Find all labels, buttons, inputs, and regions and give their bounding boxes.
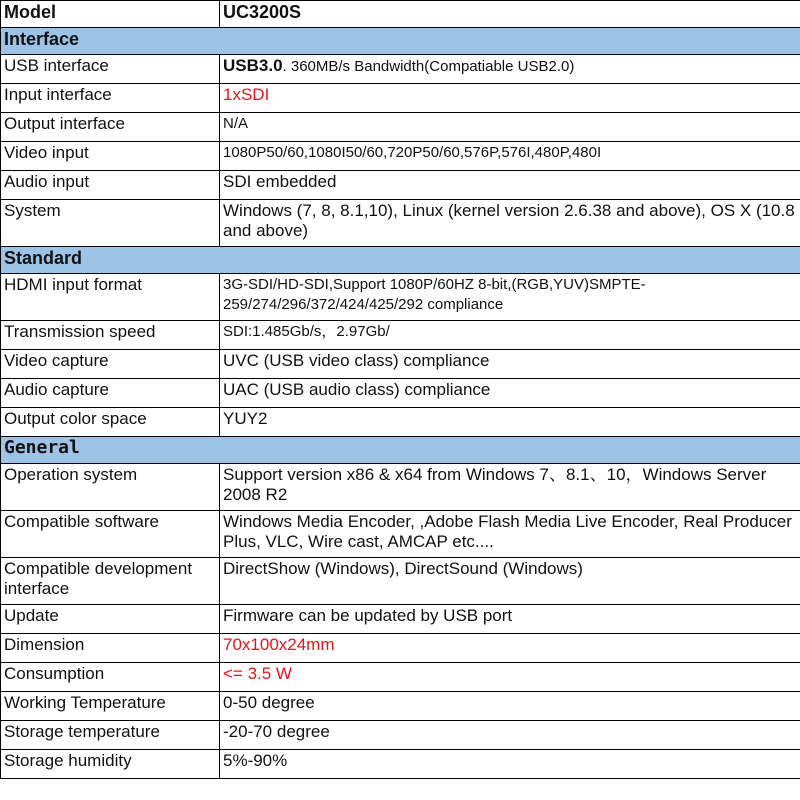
spec-value: N/A: [220, 113, 800, 142]
section-title: Standard: [1, 247, 800, 274]
table-row: [1, 379, 800, 408]
spec-value: Firmware can be updated by USB port: [220, 605, 800, 634]
table-row: [1, 113, 800, 142]
table-row: [1, 558, 800, 605]
model-value: UC3200S: [220, 1, 800, 28]
spec-label: Output color space: [1, 408, 220, 437]
table-row: [1, 663, 800, 692]
spec-label: Output interface: [1, 113, 220, 142]
section-standard: [1, 247, 800, 274]
spec-label: Storage temperature: [1, 721, 220, 750]
spec-label: Audio capture: [1, 379, 220, 408]
table-row: [1, 142, 800, 171]
spec-value: YUY2: [220, 408, 800, 437]
table-row: [1, 55, 800, 84]
spec-value: UVC (USB video class) compliance: [220, 350, 800, 379]
spec-value: 1xSDI: [220, 84, 800, 113]
table-row: [1, 274, 800, 321]
spec-label: Video capture: [1, 350, 220, 379]
table-row: [1, 634, 800, 663]
spec-label: Input interface: [1, 84, 220, 113]
spec-value: [220, 55, 800, 84]
section-title: General: [1, 437, 800, 464]
table-row: [1, 605, 800, 634]
table-row: [1, 321, 800, 350]
spec-value: 3G-SDI/HD-SDI,Support 1080P/60HZ 8-bit,(RGB,YUV)SMPTE-259/274/296/372/424/425/292 compliance: [220, 274, 800, 321]
model-row: [1, 1, 800, 28]
model-label: Model: [1, 1, 220, 28]
spec-label: Update: [1, 605, 220, 634]
spec-value: Windows Media Encoder, ,Adobe Flash Media Live Encoder, Real Producer Plus, VLC, Wire cast, AMCAP etc....: [220, 511, 800, 558]
spec-label: Consumption: [1, 663, 220, 692]
spec-value: 70x100x24mm: [220, 634, 800, 663]
table-row: [1, 350, 800, 379]
spec-value: <= 3.5 W: [220, 663, 800, 692]
spec-label: Video input: [1, 142, 220, 171]
table-row: [1, 84, 800, 113]
spec-value: -20-70 degree: [220, 721, 800, 750]
spec-value: UAC (USB audio class) compliance: [220, 379, 800, 408]
spec-label: Dimension: [1, 634, 220, 663]
table-row: [1, 511, 800, 558]
spec-value: Support version x86 & x64 from Windows 7、8.1、10，Windows Server 2008 R2: [220, 464, 800, 511]
spec-label: Working Temperature: [1, 692, 220, 721]
section-title: Interface: [1, 28, 800, 55]
table-row: [1, 721, 800, 750]
spec-label: System: [1, 200, 220, 247]
section-interface: [1, 28, 800, 55]
spec-value: Windows (7, 8, 8.1,10), Linux (kernel version 2.6.38 and above), OS X (10.8 and above): [220, 200, 800, 247]
spec-label: USB interface: [1, 55, 220, 84]
table-row: [1, 171, 800, 200]
table-row: [1, 408, 800, 437]
spec-label: HDMI input format: [1, 274, 220, 321]
spec-label: Compatible software: [1, 511, 220, 558]
section-general: [1, 437, 800, 464]
spec-value-bold: USB3.0: [223, 56, 283, 75]
spec-value: SDI embedded: [220, 171, 800, 200]
table-row: [1, 200, 800, 247]
spec-value: 5%-90%: [220, 750, 800, 779]
spec-label: Operation system: [1, 464, 220, 511]
spec-label: Storage humidity: [1, 750, 220, 779]
spec-label: Audio input: [1, 171, 220, 200]
spec-label: Transmission speed: [1, 321, 220, 350]
table-row: [1, 464, 800, 511]
table-row: [1, 692, 800, 721]
spec-value: 0-50 degree: [220, 692, 800, 721]
spec-value-rest: . 360MB/s Bandwidth(Compatiable USB2.0): [282, 58, 575, 75]
spec-label: Compatible development interface: [1, 558, 220, 605]
table-row: [1, 750, 800, 779]
spec-value: SDI:1.485Gb/s，2.97Gb/: [220, 321, 800, 350]
spec-value: DirectShow (Windows), DirectSound (Windows): [220, 558, 800, 605]
spec-value: 1080P50/60,1080I50/60,720P50/60,576P,576I,480P,480I: [220, 142, 800, 171]
